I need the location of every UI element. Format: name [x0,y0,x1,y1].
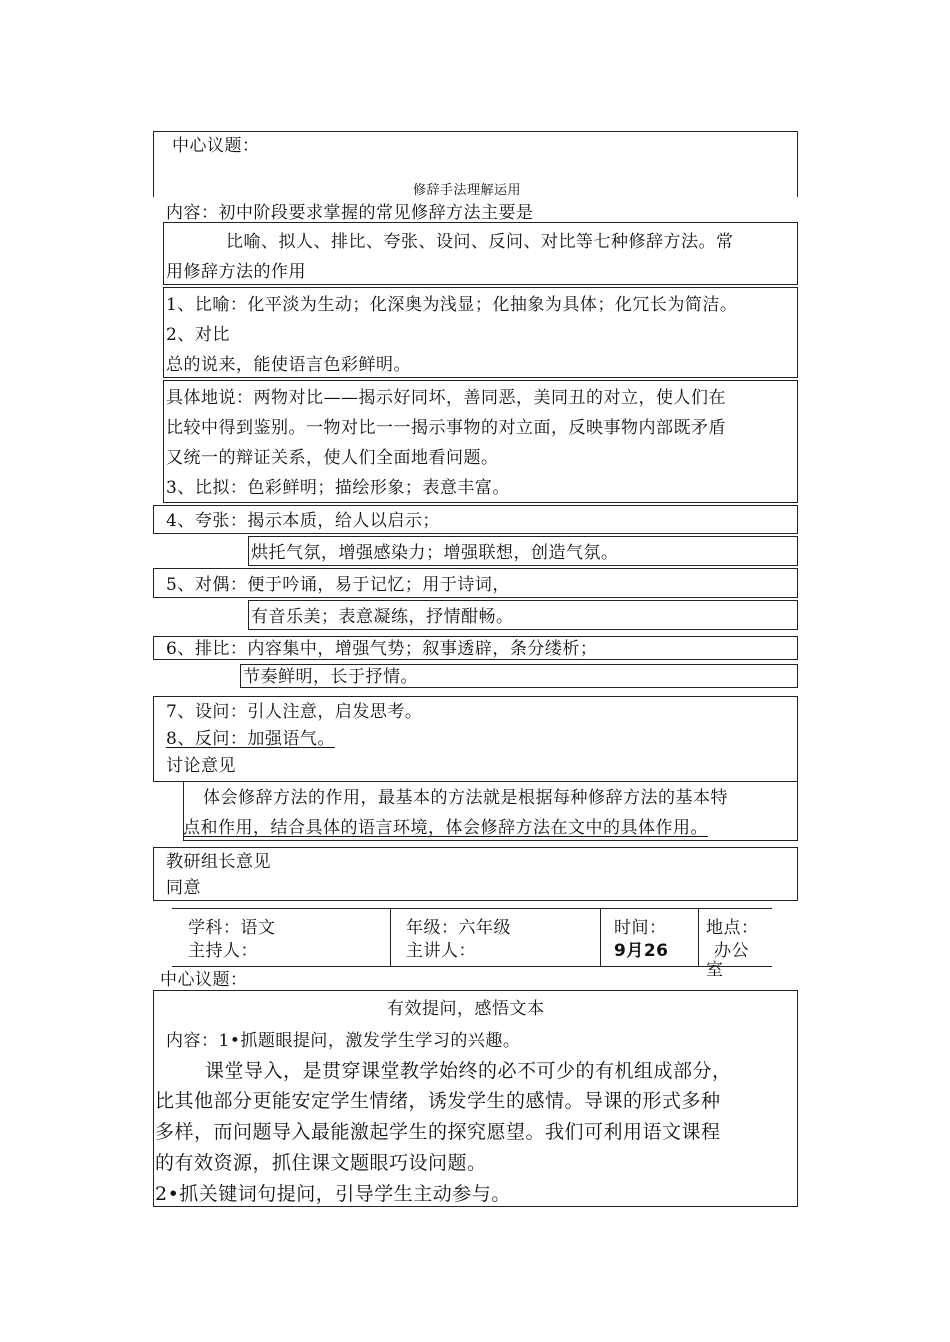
paragraph-line: 比其他部分更能安定学生情绪，诱发学生的感情。导课的形式多种 [155,1090,721,1112]
item-duibi-general: 总的说来，能使语言色彩鲜明。 [166,355,411,375]
divider [172,908,772,909]
topic-title: 修辞手法理解运用 [413,183,522,198]
divider [153,131,798,132]
discussion-line: 点和作用，结合具体的语言环境，体会修辞方法在文中的具体作用。 [183,818,708,838]
place-label: 地点： [706,918,759,938]
leader-label: 教研组长意见 [166,852,271,872]
leader-value: 同意 [166,878,201,898]
time-label: 时间： [614,918,667,938]
detail-line: 具体地说：两物对比——揭示好同坏，善同恶，美同丑的对立，使人们在 [166,388,726,408]
paragraph-line: 的有效资源，抓住课文题眼巧设问题。 [155,1152,487,1174]
speaker: 主讲人： [406,941,476,961]
item-duiou-cont: 有音乐美；表意凝练，抒情酣畅。 [251,607,514,627]
methods-line: 比喻、拟人、排比、夸张、设问、反问、对比等七种修辞方法。常 [226,232,734,252]
discussion-line: 体会修辞方法的作用，最基本的方法就是根据每种修辞方法的基本特 [203,788,728,808]
host: 主持人： [188,941,258,961]
item-duiou: 5、对偶：便于吟诵，易于记忆；用于诗词， [166,575,510,595]
item-fanwen: 8、反问：加强语气。 [166,729,335,749]
discussion-label: 讨论意见 [166,756,236,776]
divider [153,131,154,197]
paragraph-line: 多样，而问题导入最能激起学生的探究愿望。我们可利用语文课程 [155,1121,721,1143]
divider [600,908,601,966]
point-two: 2•抓关键词句提问，引导学生主动参与。 [155,1183,511,1205]
detail-line: 又统一的辩证关系，使人们全面地看问题。 [166,448,499,468]
place-value-clip [706,960,728,980]
divider [698,908,699,966]
detail-line: 比较中得到鉴别。一物对比一一揭示事物的对立面，反映事物内部既矛盾 [166,418,726,438]
topic-title: 有效提问，感悟文本 [387,999,545,1019]
divider [797,131,798,197]
item-shewen: 7、设问：引人注意，启发思考。 [166,702,423,722]
divider [183,840,798,841]
divider [797,782,798,840]
item-biyu: 1、比喻：化平淡为生动；化深奥为浅显；化抽象为具体；化冗长为简洁。 [166,295,738,315]
topic-label: 中心议题： [172,136,260,156]
topic-label: 中心议题： [160,970,248,990]
item-kuazhang-cont: 烘托气氛，增强感染力；增强联想，创造气氛。 [251,543,619,563]
item-duibi: 2、对比 [166,325,230,345]
subject: 学科：语文 [188,918,276,938]
place-value-cut: 室 [706,960,724,980]
paragraph-line: 课堂导入，是贯穿课堂教学始终的必不可少的有机组成部分， [205,1060,732,1082]
place-value: 办公 [714,941,749,961]
content-line: 内容：1•抓题眼提问，激发学生学习的兴趣。 [166,1031,521,1051]
methods-line: 用修辞方法的作用 [166,262,306,282]
grade: 年级：六年级 [406,918,511,938]
item-bini: 3、比拟：色彩鲜明；描绘形象；表意丰富。 [166,478,510,498]
item-paibi-cont: 节奏鲜明，长于抒情。 [243,667,418,687]
item-kuazhang: 4、夸张：揭示本质，给人以启示； [166,511,440,531]
item-paibi: 6、排比：内容集中，增强气势；叙事透辟，条分缕析； [166,639,598,659]
divider [172,966,772,967]
time-value: 9月26 [614,941,669,961]
divider [390,908,391,966]
content-heading: 内容：初中阶段要求掌握的常见修辞方法主要是 [166,203,534,223]
